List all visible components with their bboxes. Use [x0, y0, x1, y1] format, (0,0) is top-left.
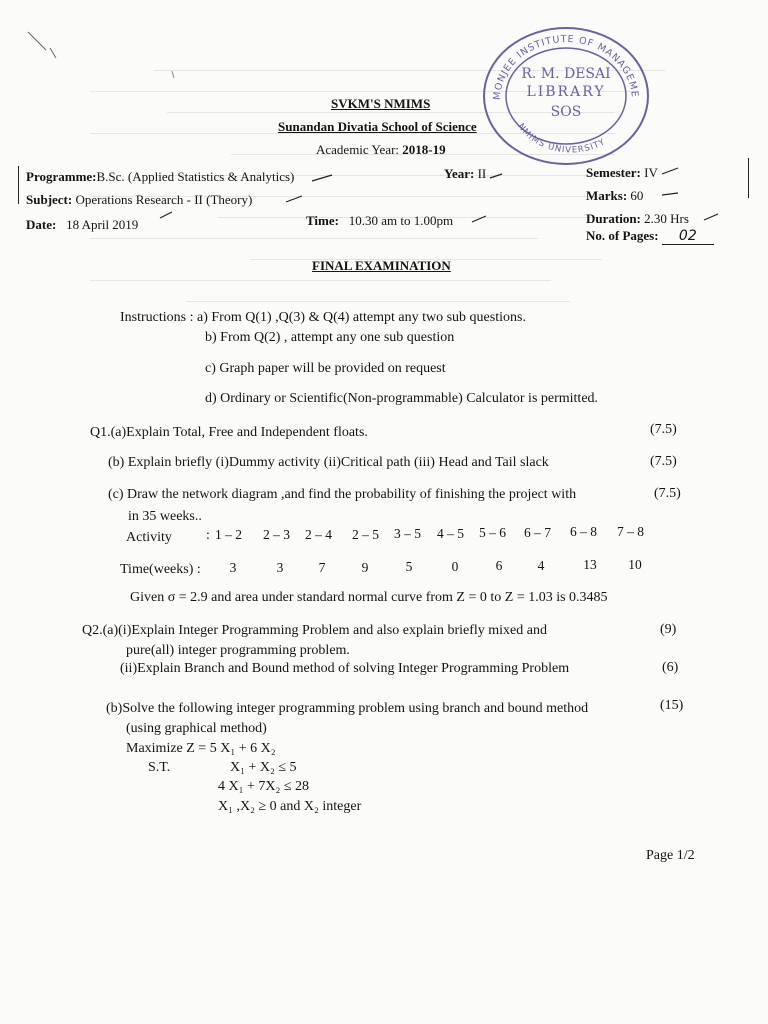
right-margin-mark [748, 158, 749, 198]
programme-field: Programme:B.Sc. (Applied Statistics & Analytics) [26, 169, 295, 184]
activity-cell: 2 – 3 [263, 527, 290, 542]
instruction-d: d) Ordinary or Scientific(Non-programmable) Calculator is permitted. [205, 391, 599, 406]
subject-to-label: S.T. [148, 760, 171, 775]
stamp-line-2: LIBRARY [526, 84, 606, 100]
exam-title: FINAL EXAMINATION [312, 258, 451, 273]
instruction-b: b) From Q(2) , attempt any one sub question [205, 330, 455, 345]
tick-mark [470, 214, 488, 224]
constraint-1: X₁ + X₂ ≤ 5 [230, 760, 297, 775]
activity-cell: 2 – 5 [352, 527, 379, 542]
q2b-marks: (15) [660, 698, 684, 713]
date-field: Date: 18 April 2019 [26, 217, 139, 232]
stamp-ring-bottom: NMIMS UNIVERSITY [515, 121, 608, 156]
time-cell: 3 [229, 560, 237, 575]
time-field: Time: 10.30 am to 1.00pm [306, 213, 454, 228]
tick-mark [284, 194, 304, 204]
year-field: Year: II [444, 166, 487, 181]
q1b-text: (b) Explain briefly (i)Dummy activity (ii)Critical path (iii) Head and Tail slack [108, 455, 549, 470]
academic-year: Academic Year: 2018-19 [316, 142, 446, 157]
left-margin-mark [18, 166, 19, 204]
q2ai-marks: (9) [660, 622, 677, 637]
activity-cell: 6 – 8 [570, 524, 597, 539]
time-cell: 0 [451, 559, 459, 574]
stray-pen-mark [26, 28, 66, 62]
given-statement: Given σ = 2.9 and area under standard normal curve from Z = 0 to Z = 1.03 is 0.3485 [130, 590, 608, 605]
pages-field: No. of Pages: 02 [586, 228, 714, 245]
q2aii-marks: (6) [662, 660, 679, 675]
q1b-marks: (7.5) [650, 454, 677, 469]
time-cell: 5 [405, 559, 413, 574]
q1c-marks: (7.5) [654, 486, 681, 501]
university-name: SVKM'S NMIMS [331, 96, 431, 111]
time-cell: 10 [628, 557, 642, 572]
activity-cell: 3 – 5 [394, 526, 421, 541]
time-label: Time(weeks) : [120, 562, 201, 577]
activity-cell: 5 – 6 [479, 525, 506, 540]
q1c-text-2: in 35 weeks.. [128, 509, 202, 524]
q2aii-text: (ii)Explain Branch and Bound method of solving Integer Programming Problem [120, 661, 570, 676]
q1c-text: (c) Draw the network diagram ,and find the probability of finishing the project with [108, 487, 577, 502]
q2ai-text-2: pure(all) integer programming problem. [126, 643, 350, 658]
activity-cell: 7 – 8 [617, 524, 644, 539]
tick-mark [660, 166, 680, 176]
stray-dot [170, 70, 178, 80]
activity-cell: 4 – 5 [437, 526, 464, 541]
tick-mark [158, 210, 174, 220]
school-name: Sunandan Divatia School of Science [278, 119, 477, 134]
stamp-ring-top: MONJEE INSTITUTE OF MANAGEME [491, 33, 641, 101]
tick-mark [310, 173, 336, 183]
page-number: Page 1/2 [646, 848, 695, 863]
tick-mark [488, 172, 504, 180]
tick-mark [660, 190, 680, 198]
time-cell: 7 [318, 560, 326, 575]
duration-field: Duration: 2.30 Hrs [586, 211, 689, 226]
q2b-text: (b)Solve the following integer programming problem using branch and bound method [106, 701, 589, 716]
instruction-c: c) Graph paper will be provided on request [205, 361, 446, 376]
activity-cell: 1 – 2 [215, 527, 242, 542]
constraint-2: 4 X₁ + 7X₂ ≤ 28 [218, 779, 310, 794]
pages-handwritten: 02 [662, 228, 714, 245]
tick-mark [702, 212, 720, 222]
time-cell: 13 [583, 557, 597, 572]
marks-field: Marks: 60 [586, 188, 644, 203]
stamp-line-1: R. M. DESAI [521, 66, 611, 82]
constraint-3: X₁ ,X₂ ≥ 0 and X₂ integer [218, 799, 362, 814]
q1a-text: Q1.(a)Explain Total, Free and Independent floats. [90, 425, 368, 440]
library-stamp [478, 18, 654, 166]
stamp-line-3: SOS [550, 104, 582, 120]
semester-field: Semester: IV [586, 165, 658, 180]
q1a-marks: (7.5) [650, 422, 677, 437]
time-cell: 9 [361, 560, 369, 575]
objective-function: Maximize Z = 5 X₁ + 6 X₂ [126, 741, 276, 756]
time-cell: 3 [276, 560, 284, 575]
subject-field: Subject: Operations Research - II (Theory) [26, 192, 253, 207]
time-cell: 6 [495, 558, 503, 573]
instruction-a: Instructions : a) From Q(1) ,Q(3) & Q(4) attempt any two sub questions. [120, 310, 526, 325]
q2ai-text: Q2.(a)(i)Explain Integer Programming Problem and also explain briefly mixed and [82, 623, 547, 638]
activity-cell: 2 – 4 [305, 527, 332, 542]
activity-label: Activity [126, 530, 172, 545]
activity-colon: : [206, 528, 210, 543]
q2b-text-2: (using graphical method) [126, 721, 267, 736]
activity-cell: 6 – 7 [524, 525, 551, 540]
time-cell: 4 [537, 558, 545, 573]
